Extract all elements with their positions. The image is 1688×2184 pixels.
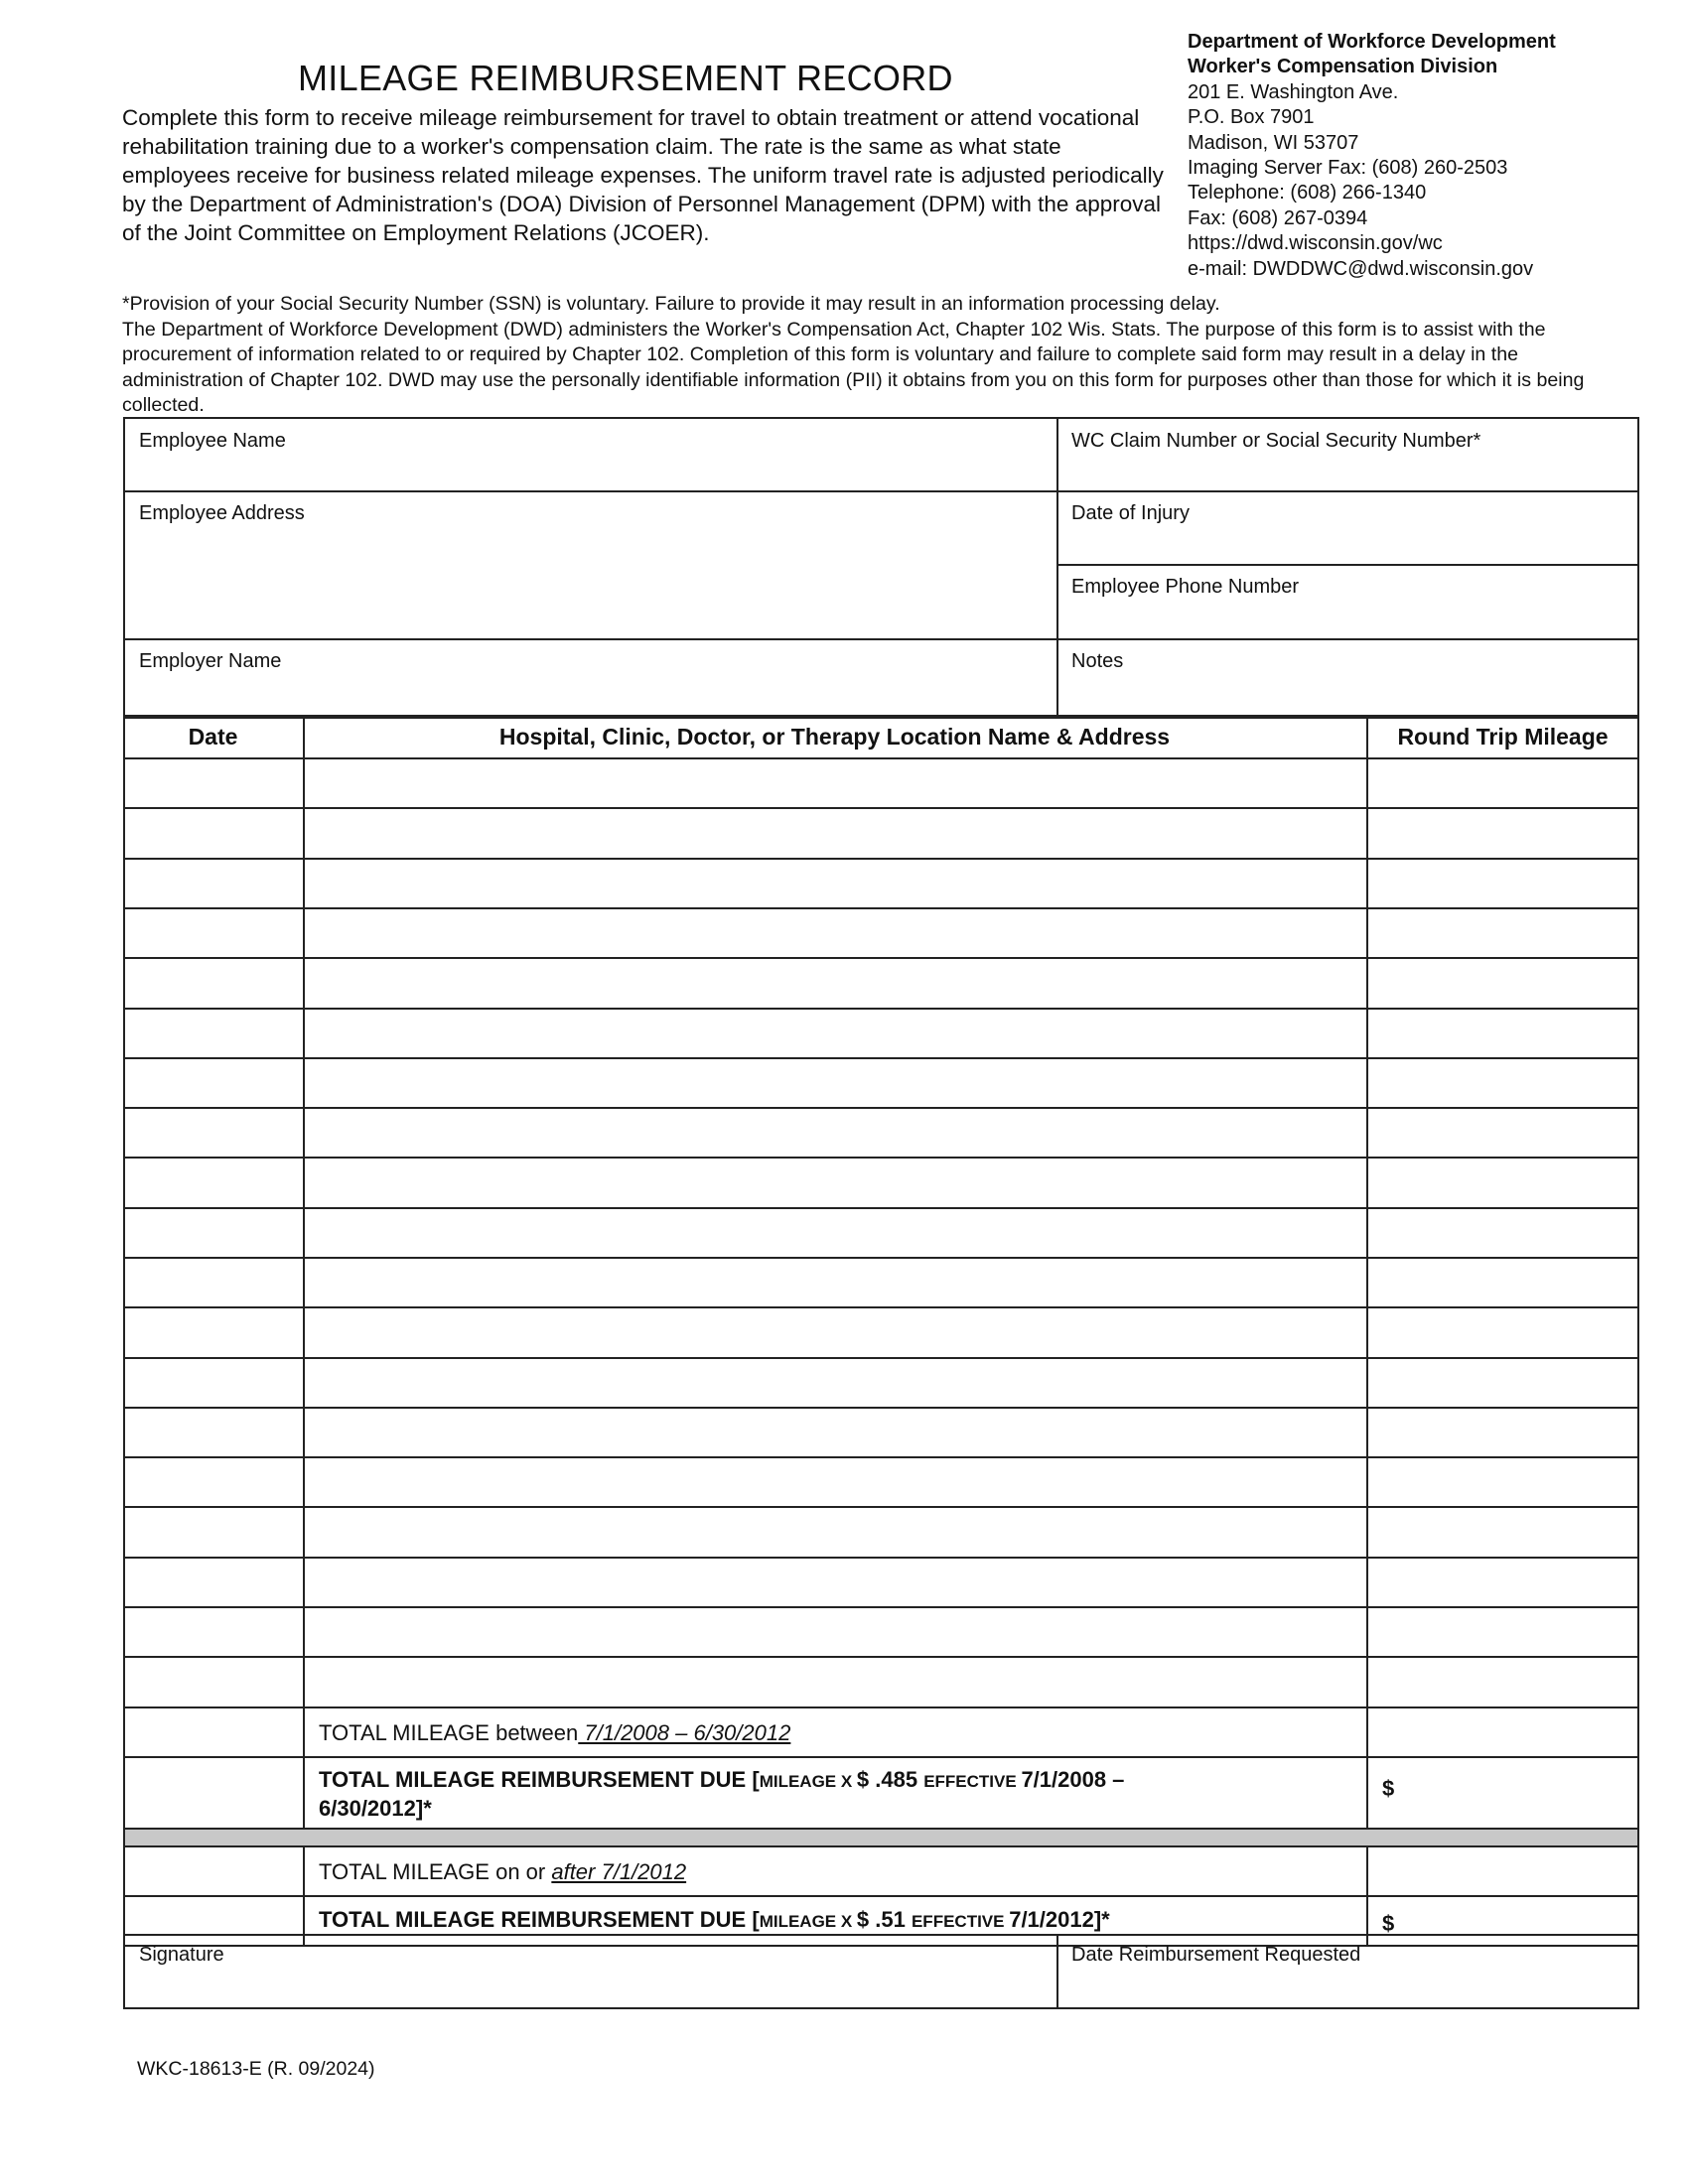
mileage-cell[interactable] [1368,1559,1637,1606]
page-title: MILEAGE REIMBURSEMENT RECORD [298,58,953,98]
mileage-cell[interactable] [1368,1509,1637,1557]
mileage-cell[interactable] [1368,860,1637,907]
employee-phone-field[interactable] [1058,566,1637,638]
column-header-date: Date [188,724,238,750]
intro-paragraph: Complete this form to receive mileage reimbursement for travel to obtain treatment or attend vocational rehabilitation training due to a worker's compensation claim. The rate is the same as what state employees receive for business related mileage expenses. The uniform travel rate is adjusted periodically by the Department of Administration's (DOA) Division of Personnel Management (DPM) with the approval of the Joint Committee on Employment Relations (JCOER). [122,105,1164,245]
date-cell[interactable] [125,1159,303,1206]
date-cell[interactable] [125,1409,303,1456]
location-cell[interactable] [305,1259,1366,1306]
date-cell[interactable] [125,1559,303,1606]
purpose-notice: The Department of Workforce Development (DWD) administers the Worker's Compensation Act, Chapter 102 Wis. Stats. The purpose of this form is to assist with the procurement of information related to or required by Chapter 102. Completion of this form is voluntary and failure to complete said form may result in a delay in the administration of Chapter 102. DWD may use the personally identifiable information (PII) it obtains from you on this form for purposes other than those for which it is being collected. [122,318,1585,416]
mileage-cell[interactable] [1368,1608,1637,1656]
column-header-mileage: Round Trip Mileage [1397,724,1609,750]
mileage-cell[interactable] [1368,909,1637,957]
employer-name-label: Employer Name [139,650,282,672]
total-due-2012-part: 7/1/2012]* [1009,1906,1110,1932]
mileage-cell[interactable] [1368,1409,1637,1456]
total-due-2012-label [319,1907,1110,1933]
claim-number-label: WC Claim Number or Social Security Number* [1071,430,1481,452]
date-cell[interactable] [125,809,303,857]
location-cell[interactable] [305,1509,1366,1557]
agency-contact-block [1188,30,1654,282]
mileage-cell[interactable] [1368,1209,1637,1257]
location-cell[interactable] [305,1409,1366,1456]
total-due-2008-line2: 6/30/2012]* [319,1795,432,1821]
mileage-cell[interactable] [1368,1359,1637,1407]
employee-name-label: Employee Name [139,430,286,452]
date-cell[interactable] [125,909,303,957]
date-cell[interactable] [125,959,303,1007]
date-requested-field[interactable] [1058,1936,1637,2007]
date-cell[interactable] [125,759,303,807]
location-cell[interactable] [305,1658,1366,1706]
agency-division: Worker's Compensation Division [1188,56,1498,78]
total-due-2012-part: $ .51 [856,1906,912,1932]
total-due-2008-part: MILEAGE X [759,1771,857,1791]
total-due-2008-part: $ .485 [856,1766,924,1792]
total-mileage-2012-prefix: TOTAL MILEAGE on or [319,1858,552,1884]
agency-fax: Fax: (608) 267-0394 [1188,206,1368,229]
dollar-sign: $ [1382,1775,1395,1801]
total-mileage-2008-period: 7/1/2008 – 6/30/2012 [578,1719,791,1745]
mileage-cell[interactable] [1368,1109,1637,1157]
agency-website: https://dwd.wisconsin.gov/wc [1188,232,1443,255]
total-due-2012-part: EFFECTIVE [911,1911,1010,1931]
mileage-cell[interactable] [1368,959,1637,1007]
mileage-cell[interactable] [1368,1658,1637,1706]
date-cell[interactable] [125,1109,303,1157]
mileage-cell[interactable] [1368,759,1637,807]
grey-separator-band [125,1830,1637,1845]
total-due-2008-part: 7/1/2008 – [1021,1766,1125,1792]
location-cell[interactable] [305,1359,1366,1407]
ssn-notice: *Provision of your Social Security Number (SSN) is voluntary. Failure to provide it may result in an information processing delay. [122,293,1220,315]
agency-pobox: P.O. Box 7901 [1188,106,1315,129]
date-cell[interactable] [125,1209,303,1257]
mileage-cell[interactable] [1368,1259,1637,1306]
date-cell[interactable] [125,1509,303,1557]
date-cell[interactable] [125,1608,303,1656]
date-requested-label: Date Reimbursement Requested [1071,1944,1361,1966]
location-cell[interactable] [305,1010,1366,1057]
location-cell[interactable] [305,1109,1366,1157]
location-cell[interactable] [305,860,1366,907]
date-cell[interactable] [125,1458,303,1506]
date-cell[interactable] [125,1010,303,1057]
total-due-2008-part: EFFECTIVE [923,1771,1022,1791]
date-cell[interactable] [125,1308,303,1356]
date-cell[interactable] [125,1259,303,1306]
total-due-2012-part: MILEAGE X [759,1911,857,1931]
total-due-2008-label [319,1766,1124,1822]
date-of-injury-label: Date of Injury [1071,502,1190,524]
location-cell[interactable] [305,1209,1366,1257]
agency-department: Department of Workforce Development [1188,31,1556,53]
mileage-cell[interactable] [1368,1159,1637,1206]
location-cell[interactable] [305,759,1366,807]
location-cell[interactable] [305,1059,1366,1107]
column-header-location: Hospital, Clinic, Doctor, or Therapy Location Name & Address [498,724,1171,750]
location-cell[interactable] [305,1458,1366,1506]
mileage-cell[interactable] [1368,809,1637,857]
total-mileage-2008-input[interactable] [1368,1708,1637,1756]
mileage-cell[interactable] [1368,1059,1637,1107]
notes-label: Notes [1071,650,1124,672]
signature-field[interactable] [125,1936,1056,2007]
location-cell[interactable] [305,959,1366,1007]
total-mileage-2008-label [319,1720,790,1746]
total-due-2012-part: TOTAL MILEAGE REIMBURSEMENT DUE [ [319,1906,760,1932]
agency-email: e-mail: DWDDWC@dwd.wisconsin.gov [1188,257,1534,280]
total-due-2008-part: TOTAL MILEAGE REIMBURSEMENT DUE [ [319,1766,760,1792]
employee-address-label: Employee Address [139,502,305,524]
row-divider [123,1506,1639,1508]
claim-number-field[interactable] [1058,419,1637,490]
date-cell[interactable] [125,1658,303,1706]
date-cell[interactable] [125,1359,303,1407]
employee-phone-label: Employee Phone Number [1071,576,1300,598]
location-cell[interactable] [305,809,1366,857]
form-number: WKC-18613-E (R. 09/2024) [137,2058,375,2080]
agency-telephone: Telephone: (608) 266-1340 [1188,182,1427,205]
total-mileage-2008-prefix: TOTAL MILEAGE between [319,1719,579,1745]
employee-name-field[interactable] [125,419,1056,490]
agency-imaging-fax: Imaging Server Fax: (608) 260-2503 [1188,157,1508,180]
total-due-2008-input[interactable] [1406,1758,1635,1828]
location-cell[interactable] [305,1608,1366,1656]
location-cell[interactable] [305,1559,1366,1606]
location-cell[interactable] [305,1159,1366,1206]
employer-name-field[interactable] [125,640,1056,717]
agency-street: 201 E. Washington Ave. [1188,80,1399,103]
employee-address-field[interactable] [125,492,1056,638]
mileage-cell[interactable] [1368,1458,1637,1506]
privacy-notice [122,292,1631,419]
mileage-cell[interactable] [1368,1010,1637,1057]
location-cell[interactable] [305,1308,1366,1356]
agency-city: Madison, WI 53707 [1188,131,1359,154]
date-cell[interactable] [125,860,303,907]
notes-field[interactable] [1058,640,1637,717]
mileage-cell[interactable] [1368,1308,1637,1356]
total-mileage-2012-period: after 7/1/2012 [551,1858,687,1884]
date-cell[interactable] [125,1059,303,1107]
location-cell[interactable] [305,909,1366,957]
total-mileage-2012-input[interactable] [1368,1847,1637,1895]
date-of-injury-field[interactable] [1058,492,1637,564]
signature-label: Signature [139,1944,224,1966]
dollar-sign: $ [1382,1910,1395,1936]
total-mileage-2012-label [319,1859,686,1885]
